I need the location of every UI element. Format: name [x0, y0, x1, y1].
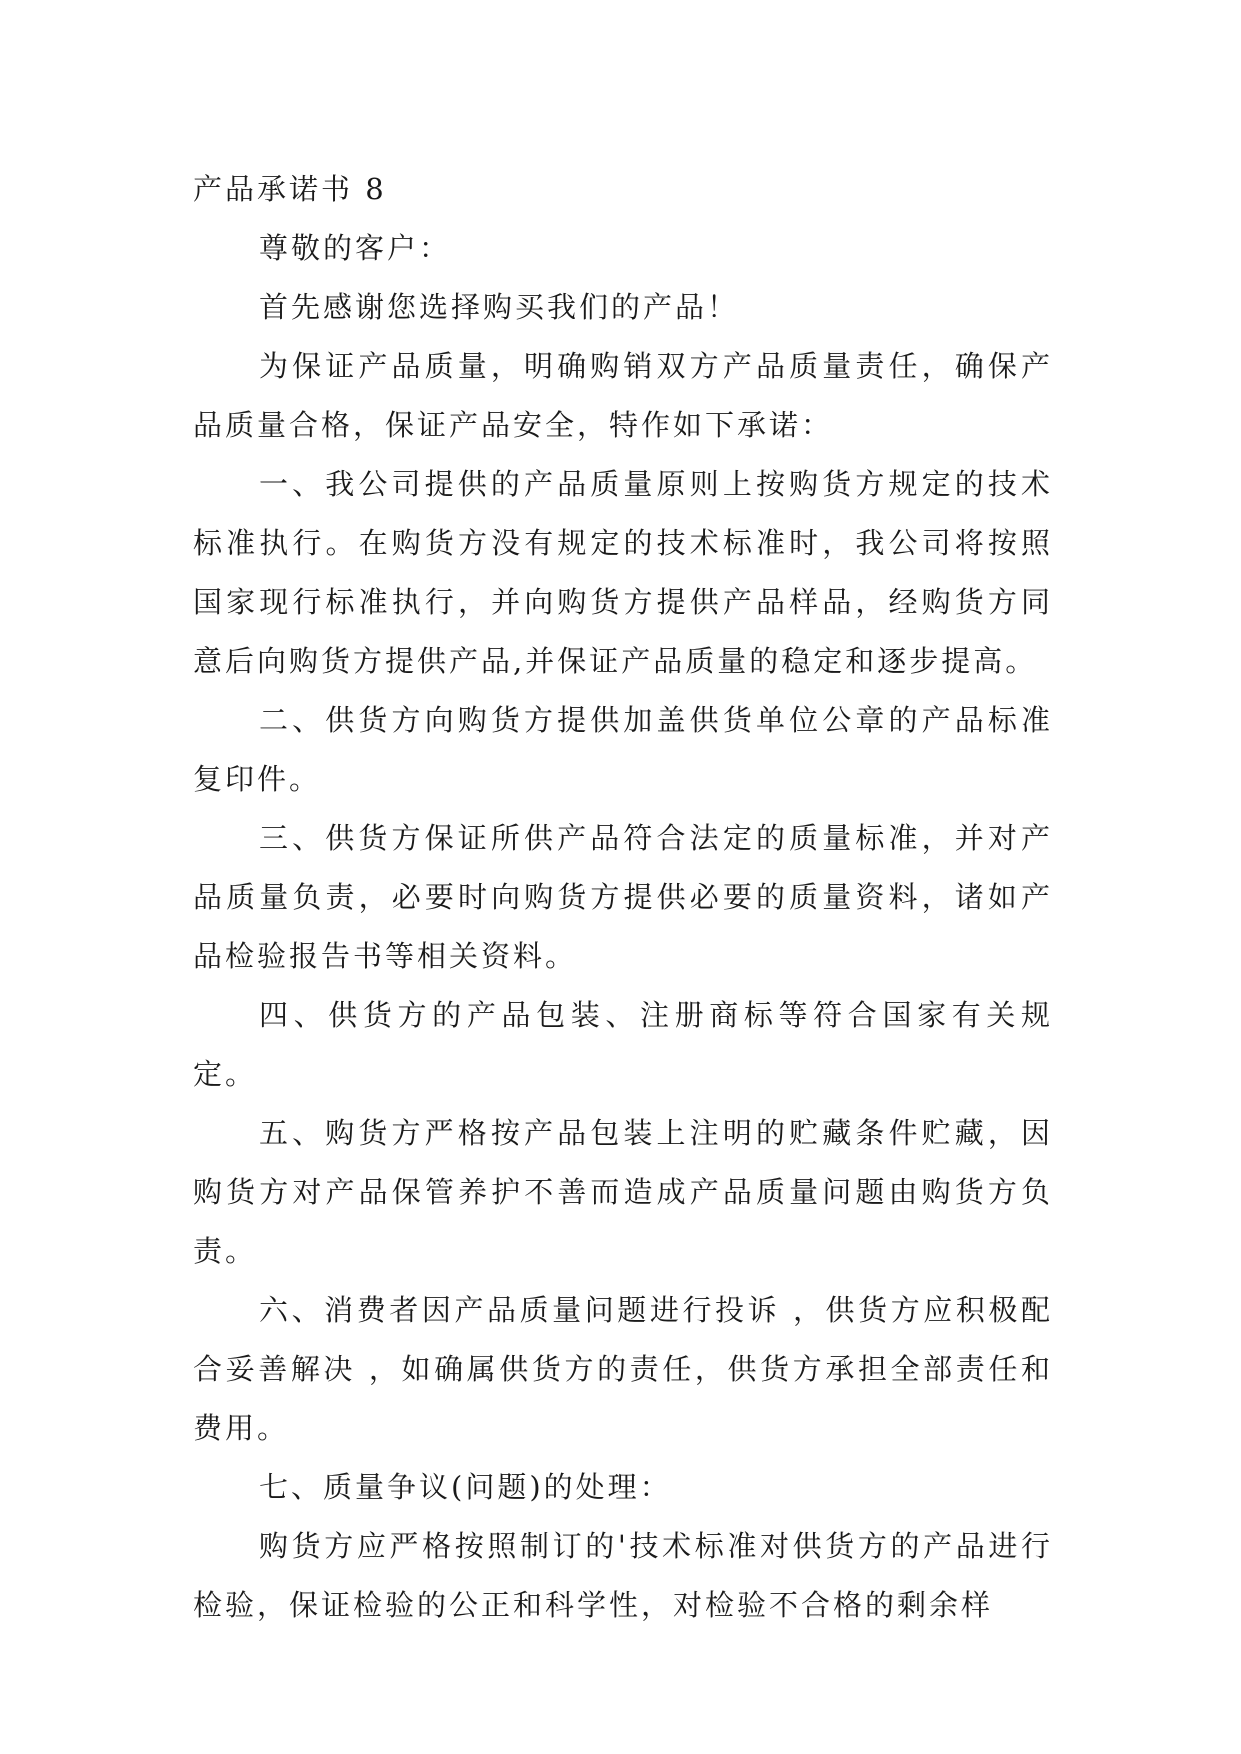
clause-6: 六、消费者因产品质量问题进行投诉 ，供货方应积极配合妥善解决 ，如确属供货方的责任，供货方承担全部责任和费用。: [193, 1293, 1053, 1445]
salutation: 尊敬的客户：: [259, 231, 452, 265]
clause-1: 一、我公司提供的产品质量原则上按购货方规定的技术标准执行。在购货方没有规定的技术标准时，我公司将按照国家现行标准执行，并向购货方提供产品样品，经购货方同意后向购货方提供产品,并保证产品质量的稳定和逐步提高。: [193, 467, 1053, 678]
clause-2: 二、供货方向购货方提供加盖供货单位公章的产品标准复印件。: [193, 703, 1053, 796]
paragraph-intro: 为保证产品质量，明确购销双方产品质量责任，确保产品质量合格，保证产品安全，特作如下承诺：: [193, 349, 1053, 442]
clause-4: 四、供货方的产品包装、注册商标等符合国家有关规定。: [193, 998, 1053, 1091]
document-title: 产品承诺书 8: [193, 172, 387, 206]
document-body: [193, 160, 1053, 1635]
clause-3: 三、供货方保证所供产品符合法定的质量标准，并对产品质量负责，必要时向购货方提供必要的质量资料，诸如产品检验报告书等相关资料。: [193, 821, 1053, 973]
clause-7-detail: 购货方应严格按照制订的'技术标准对供货方的产品进行检验，保证检验的公正和科学性，对检验不合格的剩余样: [193, 1529, 1053, 1622]
clause-5: 五、购货方严格按产品包装上注明的贮藏条件贮藏，因购货方对产品保管养护不善而造成产品质量问题由购货方负责。: [193, 1116, 1053, 1268]
paragraph-thanks: 首先感谢您选择购买我们的产品！: [259, 290, 740, 324]
clause-7: 七、质量争议(问题)的处理：: [259, 1470, 672, 1504]
